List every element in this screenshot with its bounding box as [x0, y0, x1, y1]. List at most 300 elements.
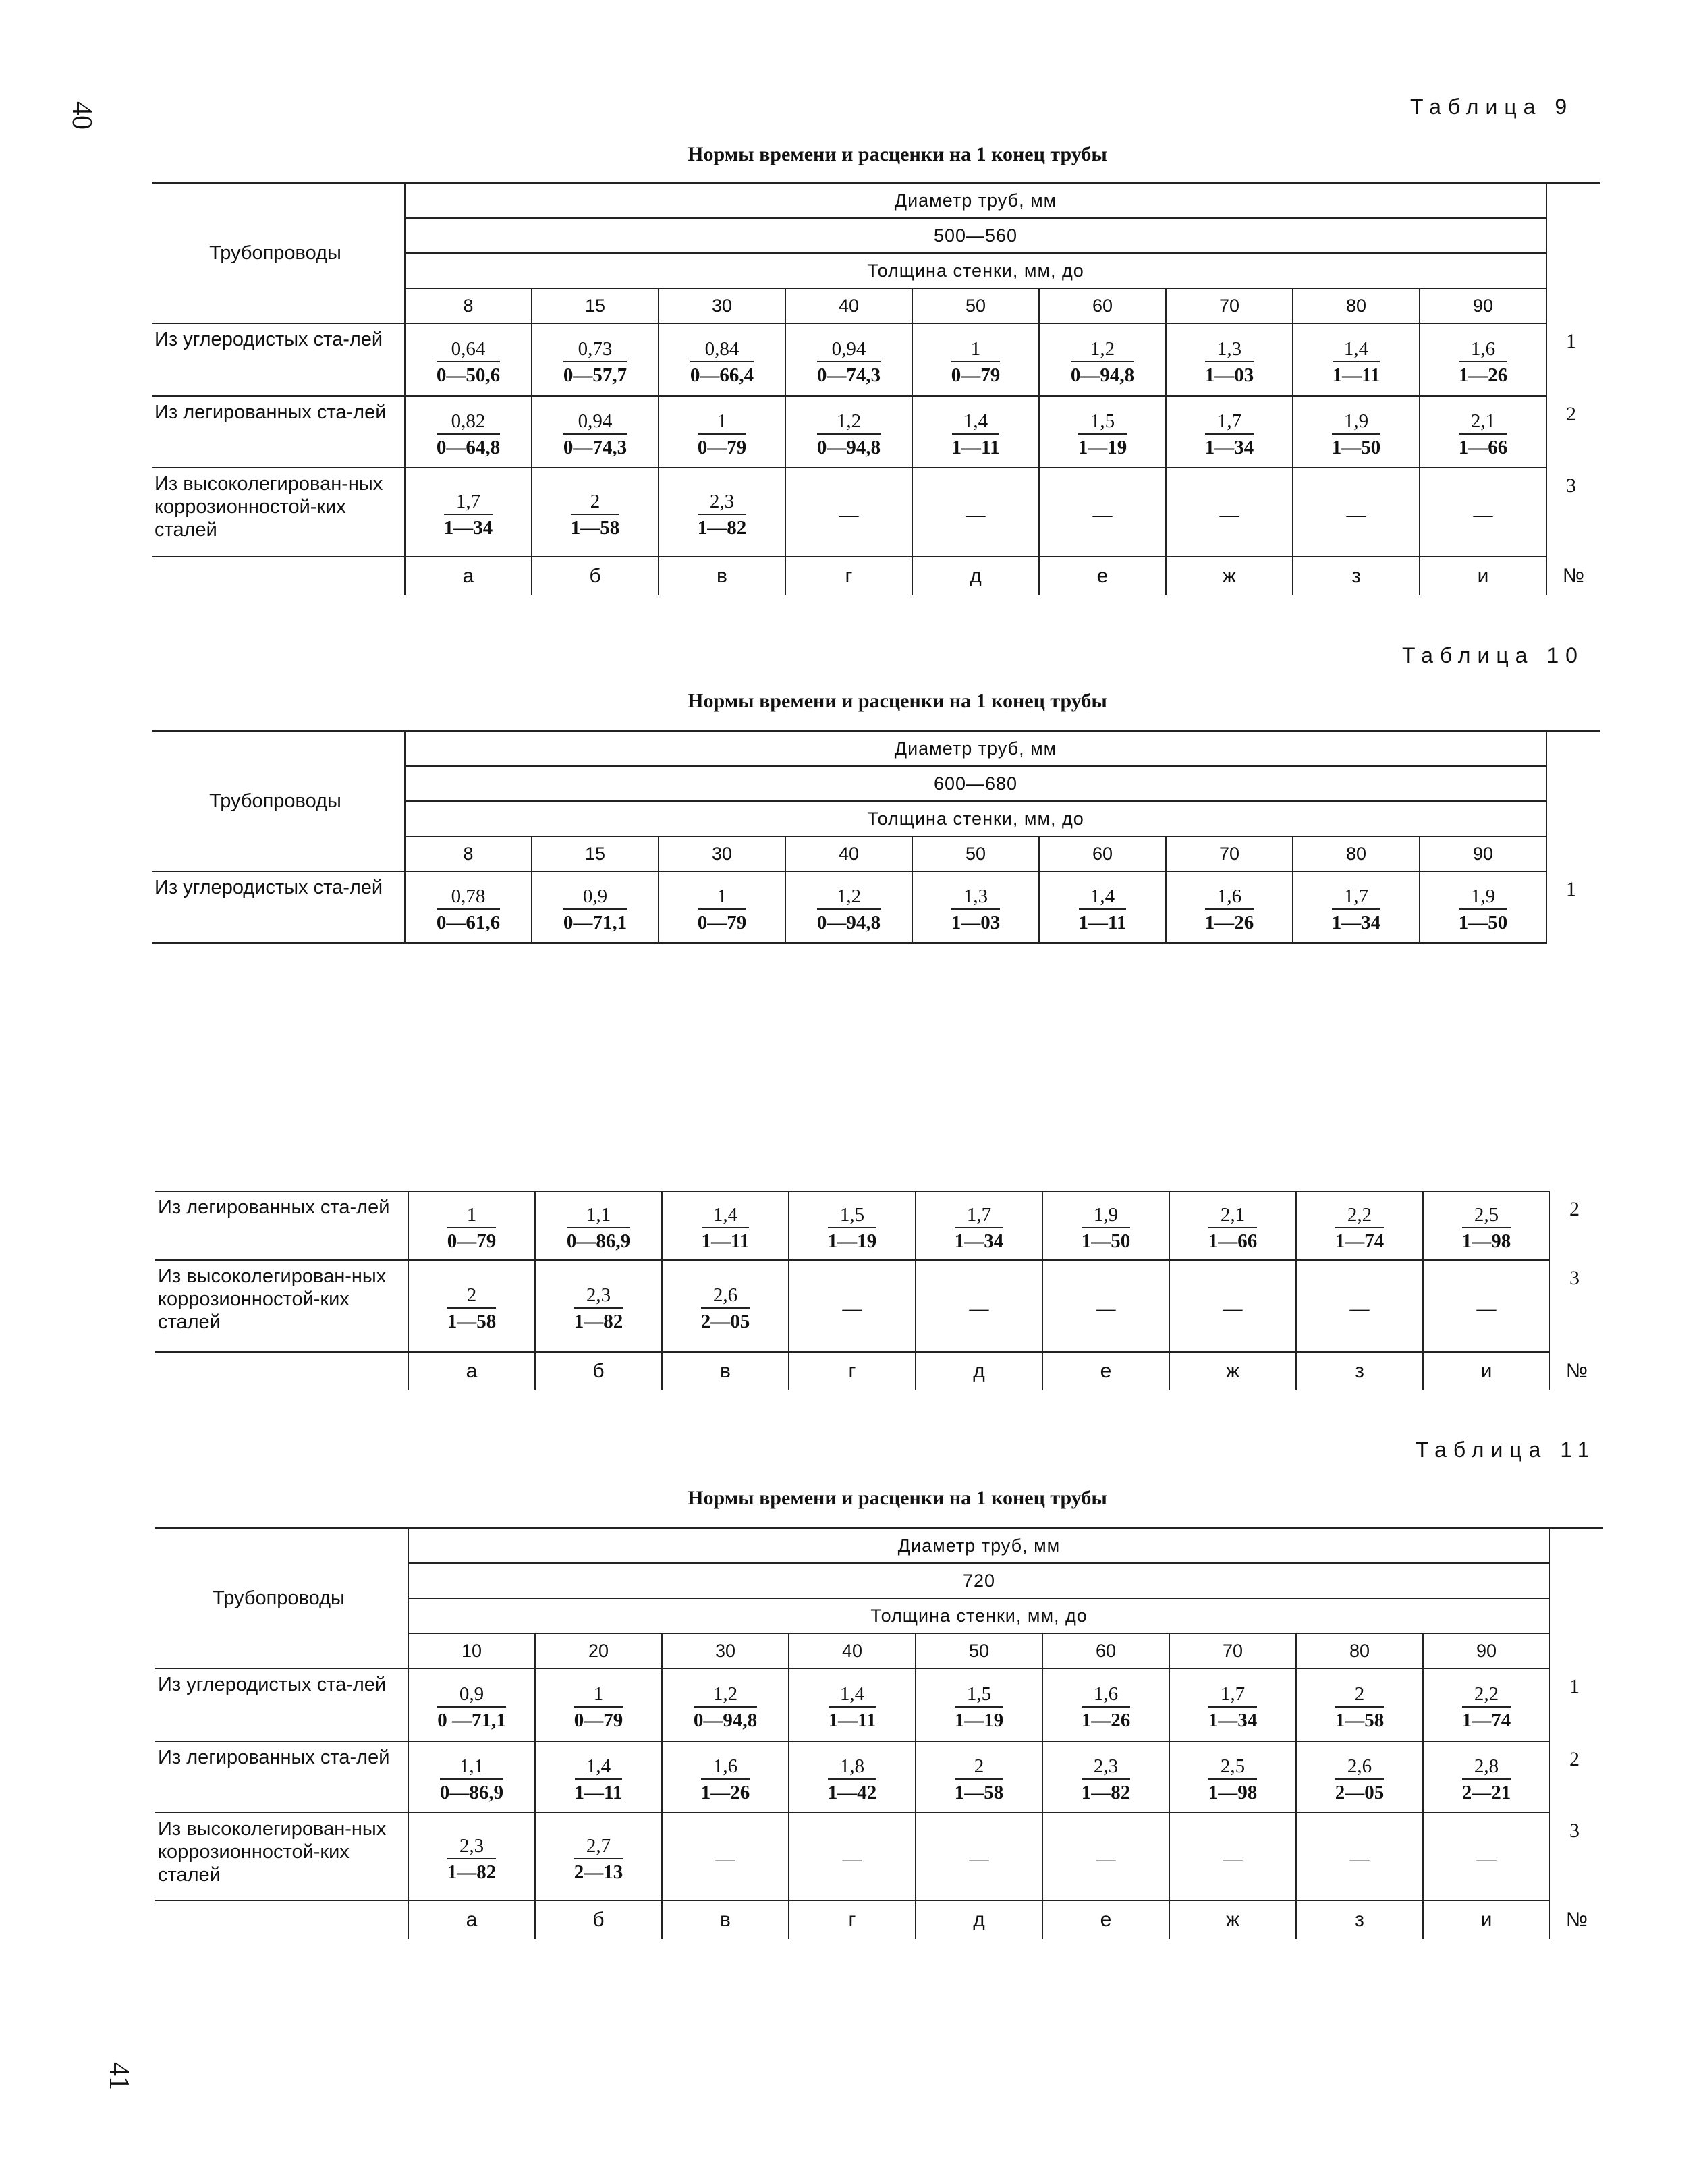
time-rate-fraction: [1208, 1676, 1258, 1733]
time-rate-fraction: [701, 1749, 750, 1805]
time-rate-fraction: [698, 879, 747, 935]
norm-cell: [1296, 1260, 1423, 1352]
time-rate-fraction: [955, 1676, 1004, 1733]
pipeline-type: Из высоколегирован-ных коррозионностой-ких сталей: [152, 468, 405, 557]
column-letter: ж: [1166, 557, 1293, 595]
wall-thickness-value: 15: [532, 836, 659, 871]
time-norm: 2,8: [1462, 1754, 1511, 1780]
no-value-dash: —: [1349, 1848, 1370, 1870]
wall-thickness-value: 40: [785, 836, 912, 871]
rate-value: 1—26: [1458, 364, 1508, 386]
norm-cell: [1420, 468, 1546, 557]
norm-cell: [532, 396, 659, 468]
rate-value: 0—64,8: [436, 437, 501, 458]
pipeline-type: Из углеродистых ста-лей: [152, 323, 405, 396]
rate-value: 1—03: [1204, 364, 1254, 386]
norm-cell: [1423, 1260, 1550, 1352]
norm-cell: [1166, 871, 1293, 943]
rate-value: 1—11: [1332, 364, 1380, 386]
time-rate-fraction: [1082, 1676, 1131, 1733]
wall-thickness-header: Толщина стенки, мм, до: [408, 1598, 1550, 1633]
time-norm: 1,6: [1082, 1682, 1131, 1708]
time-rate-fraction: [1462, 1749, 1511, 1805]
rate-value: 1—58: [1335, 1710, 1385, 1731]
column-letter: и: [1423, 1901, 1550, 1939]
rate-value: 1—42: [827, 1782, 877, 1803]
rate-value: 0—94,8: [1070, 364, 1135, 386]
norm-cell: [408, 1813, 535, 1901]
rate-value: 0—79: [697, 912, 747, 933]
time-norm: 1,1: [567, 1203, 630, 1228]
time-rate-fraction: [1332, 879, 1381, 935]
time-rate-fraction: [437, 404, 500, 460]
rate-value: 1—19: [954, 1710, 1004, 1731]
norm-cell: [1169, 1191, 1296, 1260]
norm-cell: [912, 468, 1039, 557]
time-norm: 1: [447, 1203, 497, 1228]
time-rate-fraction: [437, 331, 500, 388]
time-norm: 0,94: [563, 409, 627, 435]
norm-cell: [1039, 871, 1166, 943]
wall-thickness-value: 50: [912, 288, 1039, 323]
row-number: 1: [1546, 871, 1600, 943]
norm-cell: [1169, 1741, 1296, 1813]
column-letter: б: [532, 557, 659, 595]
column-letter: б: [535, 1352, 662, 1390]
time-norm: 1,9: [1459, 884, 1508, 910]
rate-value: 0—71,1: [563, 912, 627, 933]
column-letter: и: [1420, 557, 1546, 595]
column-letter: и: [1423, 1352, 1550, 1390]
time-norm: 2,1: [1459, 409, 1508, 435]
wall-thickness-value: 40: [789, 1633, 916, 1668]
norm-cell: [405, 871, 532, 943]
diameter-header: Диаметр труб, мм: [405, 731, 1546, 766]
time-rate-fraction: [817, 331, 881, 388]
time-norm: 1,6: [1205, 884, 1254, 910]
norm-cell: [1039, 468, 1166, 557]
wall-thickness-value: 70: [1166, 288, 1293, 323]
row-number: 3: [1550, 1260, 1603, 1352]
column-letter: е: [1039, 557, 1166, 595]
no-value-dash: —: [966, 503, 986, 526]
time-norm: 0,9: [437, 1682, 506, 1708]
time-norm: 1: [574, 1682, 623, 1708]
pipeline-type: Из углеродистых ста-лей: [155, 1668, 408, 1741]
norm-cell: [789, 1191, 916, 1260]
rate-value: 1—34: [1208, 1710, 1258, 1731]
diameter-value: 500—560: [405, 218, 1546, 253]
rate-value: 1—34: [954, 1230, 1004, 1252]
column-letter: в: [659, 557, 785, 595]
norm-cell: [659, 871, 785, 943]
norm-cell: [535, 1813, 662, 1901]
time-rate-fraction: [1208, 1749, 1258, 1805]
wall-thickness-value: 80: [1296, 1633, 1423, 1668]
column-letter: г: [785, 557, 912, 595]
time-norm: 0,9: [563, 884, 627, 910]
number-sign: №: [1546, 557, 1600, 595]
row-number: 2: [1550, 1191, 1603, 1260]
norm-cell: [405, 323, 532, 396]
norm-cell: [1296, 1191, 1423, 1260]
rate-value: 1—58: [954, 1782, 1004, 1803]
time-rate-fraction: [701, 1278, 750, 1334]
norm-cell: [1296, 1741, 1423, 1813]
norm-cell: [789, 1668, 916, 1741]
norm-cell: [916, 1668, 1042, 1741]
norm-cell: [662, 1191, 789, 1260]
wall-thickness-value: 8: [405, 288, 532, 323]
time-norm: 1,7: [955, 1203, 1004, 1228]
rate-value: 2—05: [700, 1311, 750, 1332]
time-rate-fraction: [437, 879, 500, 935]
no-value-dash: —: [715, 1848, 735, 1870]
norm-cell: [535, 1191, 662, 1260]
norm-cell: [1169, 1260, 1296, 1352]
rate-value: 1—50: [1458, 912, 1508, 933]
time-norm: 2,1: [1208, 1203, 1258, 1228]
time-rate-fraction: [574, 1278, 623, 1334]
table-row: [155, 1741, 1603, 1813]
rate-value: 2—05: [1335, 1782, 1385, 1803]
diameter-header: Диаметр труб, мм: [408, 1528, 1550, 1563]
wall-thickness-value: 90: [1420, 836, 1546, 871]
time-rate-fraction: [955, 1749, 1004, 1805]
wall-thickness-value: 50: [916, 1633, 1042, 1668]
rate-value: 1—74: [1335, 1230, 1385, 1252]
time-rate-fraction: [1079, 879, 1127, 935]
rate-value: 1—03: [951, 912, 1001, 933]
norm-cell: [916, 1813, 1042, 1901]
time-rate-fraction: [574, 1828, 623, 1885]
rate-value: 1—19: [1078, 437, 1127, 458]
time-rate-fraction: [828, 1749, 877, 1805]
time-norm: 2,7: [574, 1834, 623, 1859]
diameter-header: Диаметр труб, мм: [405, 183, 1546, 218]
rate-value: 0—79: [447, 1230, 497, 1252]
norm-cell: [532, 323, 659, 396]
time-rate-fraction: [690, 331, 754, 388]
time-norm: 2: [447, 1283, 497, 1309]
norm-cell: [662, 1668, 789, 1741]
rate-value: 1—50: [1081, 1230, 1131, 1252]
time-norm: 1,4: [1333, 337, 1380, 362]
norm-cell: [1042, 1191, 1169, 1260]
norm-cell: [1420, 871, 1546, 943]
norm-cell: [789, 1741, 916, 1813]
norm-cell: [1296, 1813, 1423, 1901]
time-rate-fraction: [1205, 879, 1254, 935]
time-rate-fraction: [1462, 1676, 1511, 1733]
pipeline-type: Из легированных ста-лей: [152, 396, 405, 468]
norm-cell: [916, 1191, 1042, 1260]
rate-value: 1—82: [1081, 1782, 1131, 1803]
diameter-value: 600—680: [405, 766, 1546, 801]
time-norm: 0,78: [437, 884, 500, 910]
time-rate-fraction: [955, 1197, 1004, 1254]
norm-cell: [916, 1260, 1042, 1352]
norm-cell: [405, 396, 532, 468]
time-rate-fraction: [447, 1197, 497, 1254]
wall-thickness-value: 70: [1169, 1633, 1296, 1668]
rate-value: 0—94,8: [816, 437, 881, 458]
time-rate-fraction: [702, 1197, 750, 1254]
column-letter: е: [1042, 1352, 1169, 1390]
time-norm: 2,6: [701, 1283, 750, 1309]
norm-cell: [912, 323, 1039, 396]
time-rate-fraction: [571, 484, 620, 541]
table-10-title: Нормы времени и расценки на 1 конец трубы: [688, 690, 1107, 712]
time-rate-fraction: [1333, 331, 1380, 388]
norm-cell: [535, 1668, 662, 1741]
no-value-dash: —: [969, 1297, 989, 1319]
table-9-label: Таблица 9: [1410, 94, 1574, 119]
table-10-continued: [155, 1191, 1603, 1390]
wall-thickness-value: 70: [1166, 836, 1293, 871]
wall-thickness-value: 50: [912, 836, 1039, 871]
time-rate-fraction: [817, 879, 881, 935]
time-rate-fraction: [1071, 331, 1134, 388]
column-letter: д: [916, 1352, 1042, 1390]
time-norm: 0,73: [563, 337, 627, 362]
column-letter: в: [662, 1901, 789, 1939]
wall-thickness-header: Толщина стенки, мм, до: [405, 801, 1546, 836]
time-norm: 2,5: [1208, 1754, 1258, 1780]
norm-cell: [789, 1813, 916, 1901]
rate-value: 1—11: [1078, 912, 1127, 933]
column-letter: з: [1293, 557, 1420, 595]
rate-value: 0—79: [697, 437, 747, 458]
table-10-label: Таблица 10: [1402, 643, 1584, 667]
page-number-top: 40: [66, 101, 97, 130]
no-value-dash: —: [1219, 503, 1239, 526]
time-rate-fraction: [444, 484, 493, 541]
time-rate-fraction: [1335, 1197, 1385, 1254]
rate-value: 1—11: [828, 1710, 876, 1731]
time-rate-fraction: [1078, 404, 1127, 460]
time-norm: 2: [955, 1754, 1004, 1780]
time-norm: 1,7: [1332, 884, 1381, 910]
row-number: 1: [1550, 1668, 1603, 1741]
time-norm: 1,4: [575, 1754, 623, 1780]
no-value-dash: —: [1223, 1848, 1243, 1870]
time-rate-fraction: [447, 1278, 497, 1334]
rate-value: 0—66,4: [690, 364, 754, 386]
time-rate-fraction: [1459, 331, 1508, 388]
wall-thickness-value: 90: [1420, 288, 1546, 323]
time-rate-fraction: [440, 1749, 503, 1805]
norm-cell: [912, 396, 1039, 468]
wall-thickness-value: 80: [1293, 288, 1420, 323]
norm-cell: [785, 871, 912, 943]
norm-cell: [1169, 1668, 1296, 1741]
rate-value: 0—79: [951, 364, 1001, 386]
wall-thickness-value: 10: [408, 1633, 535, 1668]
pipelines-header: Трубопроводы: [152, 183, 405, 323]
norm-cell: [1296, 1668, 1423, 1741]
column-letter: з: [1296, 1901, 1423, 1939]
time-norm: 1,2: [817, 884, 881, 910]
time-rate-fraction: [437, 1676, 506, 1733]
norm-cell: [1042, 1741, 1169, 1813]
norm-cell: [1039, 396, 1166, 468]
no-value-dash: —: [1092, 503, 1113, 526]
norm-cell: [1423, 1813, 1550, 1901]
time-rate-fraction: [698, 484, 747, 541]
rate-value: 1—98: [1461, 1230, 1511, 1252]
time-norm: 2,6: [1335, 1754, 1385, 1780]
time-rate-fraction: [952, 404, 1000, 460]
time-rate-fraction: [694, 1676, 757, 1733]
wall-thickness-value: 40: [785, 288, 912, 323]
time-rate-fraction: [951, 331, 1001, 388]
rate-value: 0—57,7: [563, 364, 627, 386]
time-norm: 2,3: [698, 489, 747, 515]
norm-cell: [1166, 323, 1293, 396]
rate-value: 0 —71,1: [437, 1710, 506, 1731]
norm-cell: [785, 396, 912, 468]
norm-cell: [916, 1741, 1042, 1813]
norm-cell: [1293, 396, 1420, 468]
time-norm: 1: [698, 409, 747, 435]
time-norm: 1,4: [829, 1682, 876, 1708]
time-norm: 1,3: [951, 884, 1001, 910]
rate-value: 1—26: [1081, 1710, 1131, 1731]
row-number: 3: [1550, 1813, 1603, 1901]
row-number: 1: [1546, 323, 1600, 396]
no-value-dash: —: [1096, 1297, 1116, 1319]
time-rate-fraction: [1459, 404, 1508, 460]
norm-cell: [408, 1260, 535, 1352]
table-row: [152, 323, 1600, 396]
no-value-dash: —: [1223, 1297, 1243, 1319]
norm-cell: [1293, 871, 1420, 943]
norm-cell: [789, 1260, 916, 1352]
time-rate-fraction: [1082, 1197, 1131, 1254]
time-rate-fraction: [563, 404, 627, 460]
norm-cell: [1293, 468, 1420, 557]
rate-value: 0—50,6: [436, 364, 501, 386]
time-rate-fraction: [698, 404, 747, 460]
column-letter: б: [535, 1901, 662, 1939]
wall-thickness-header: Толщина стенки, мм, до: [405, 253, 1546, 288]
time-rate-fraction: [575, 1749, 623, 1805]
time-rate-fraction: [829, 1676, 876, 1733]
time-norm: 1,5: [828, 1203, 877, 1228]
rate-value: 2—13: [574, 1861, 623, 1883]
pipeline-type: Из легированных ста-лей: [155, 1741, 408, 1813]
norm-cell: [532, 871, 659, 943]
time-norm: 1,8: [828, 1754, 877, 1780]
table-row: [155, 1260, 1603, 1352]
no-value-dash: —: [1476, 1297, 1497, 1319]
time-rate-fraction: [817, 404, 881, 460]
norm-cell: [408, 1741, 535, 1813]
norm-cell: [1293, 323, 1420, 396]
time-norm: 1,6: [1459, 337, 1508, 362]
norm-cell: [1042, 1813, 1169, 1901]
norm-cell: [1169, 1813, 1296, 1901]
rate-value: 1—82: [447, 1861, 497, 1883]
time-norm: 1,5: [955, 1682, 1004, 1708]
norm-cell: [662, 1260, 789, 1352]
rate-value: 1—19: [827, 1230, 877, 1252]
norm-cell: [1042, 1260, 1169, 1352]
table-row: [155, 1813, 1603, 1901]
time-rate-fraction: [1459, 879, 1508, 935]
time-norm: 0,64: [437, 337, 500, 362]
column-letter: з: [1296, 1352, 1423, 1390]
rate-value: 1—26: [1204, 912, 1254, 933]
wall-thickness-value: 30: [659, 288, 785, 323]
table-9: [152, 182, 1600, 595]
rate-value: 0—86,9: [439, 1782, 504, 1803]
time-norm: 2,2: [1462, 1682, 1511, 1708]
table-row: [152, 871, 1600, 943]
no-value-dash: —: [1349, 1297, 1370, 1319]
time-rate-fraction: [1335, 1676, 1385, 1733]
time-rate-fraction: [828, 1197, 877, 1254]
time-norm: 2,3: [447, 1834, 497, 1859]
pipeline-type: Из легированных ста-лей: [155, 1191, 408, 1260]
time-rate-fraction: [1332, 404, 1381, 460]
wall-thickness-value: 30: [659, 836, 785, 871]
time-rate-fraction: [1205, 331, 1254, 388]
norm-cell: [912, 871, 1039, 943]
column-letter: ж: [1169, 1352, 1296, 1390]
norm-cell: [659, 396, 785, 468]
norm-cell: [1423, 1741, 1550, 1813]
row-number: 2: [1550, 1741, 1603, 1813]
pipelines-header: Трубопроводы: [152, 731, 405, 871]
rate-value: 1—11: [951, 437, 1000, 458]
rate-value: 0—86,9: [566, 1230, 631, 1252]
rate-value: 1—66: [1208, 1230, 1258, 1252]
no-value-dash: —: [842, 1297, 862, 1319]
time-rate-fraction: [563, 879, 627, 935]
time-rate-fraction: [1335, 1749, 1385, 1805]
norm-cell: [659, 323, 785, 396]
column-letter: д: [912, 557, 1039, 595]
time-norm: 2,5: [1462, 1203, 1511, 1228]
column-letter: е: [1042, 1901, 1169, 1939]
rate-value: 1—58: [447, 1311, 497, 1332]
rate-value: 1—66: [1458, 437, 1508, 458]
column-letter: а: [408, 1352, 535, 1390]
time-norm: 2,3: [574, 1283, 623, 1309]
pipeline-type: Из высоколегирован-ных коррозионностой-ких сталей: [155, 1260, 408, 1352]
norm-cell: [662, 1741, 789, 1813]
time-rate-fraction: [1205, 404, 1254, 460]
number-column-header: [1550, 1528, 1603, 1668]
table-11-title: Нормы времени и расценки на 1 конец трубы: [688, 1487, 1107, 1509]
norm-cell: [1039, 323, 1166, 396]
rate-value: 1—26: [700, 1782, 750, 1803]
rate-value: 1—82: [574, 1311, 623, 1332]
rate-value: 1—11: [701, 1230, 750, 1252]
time-rate-fraction: [574, 1676, 623, 1733]
wall-thickness-value: 30: [662, 1633, 789, 1668]
wall-thickness-value: 90: [1423, 1633, 1550, 1668]
norm-cell: [535, 1741, 662, 1813]
time-norm: 2: [571, 489, 620, 515]
time-norm: 1,2: [817, 409, 881, 435]
norm-cell: [662, 1813, 789, 1901]
rate-value: 0—61,6: [436, 912, 501, 933]
rate-value: 1—50: [1331, 437, 1381, 458]
time-norm: 1,9: [1082, 1203, 1131, 1228]
